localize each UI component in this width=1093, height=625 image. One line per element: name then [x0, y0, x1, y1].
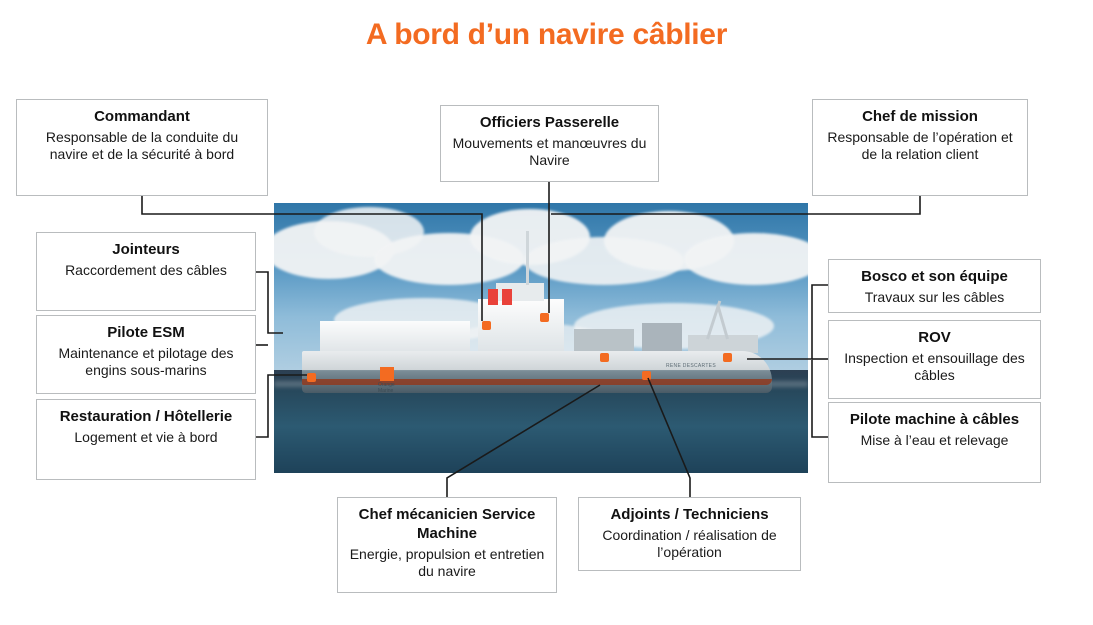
callout-title: ROV [918, 329, 951, 346]
callout-title: Bosco et son équipe [861, 268, 1008, 285]
deck-equipment [574, 329, 634, 353]
callout-title: Pilote ESM [107, 324, 185, 341]
callout-desc: Coordination / réalisation de l’opération [602, 526, 777, 561]
photo-marker-officiers [540, 313, 549, 322]
callout-desc: Mise à l’eau et relevage [860, 431, 1009, 448]
callout-pilote-esm[interactable] [36, 315, 256, 394]
callout-pilote-machine-a-cables[interactable] [828, 402, 1041, 483]
callout-title: Adjoints / Techniciens [610, 506, 769, 523]
callout-restauration-hotellerie[interactable] [36, 399, 256, 480]
deck-equipment [642, 323, 682, 353]
ship-name-label: RENE DESCARTES [666, 363, 716, 369]
callout-chef-mecanicien[interactable] [337, 497, 557, 593]
ship-funnel [488, 289, 498, 305]
callout-title: Restauration / Hôtellerie [59, 408, 233, 425]
callout-rov[interactable] [828, 320, 1041, 399]
callout-desc: Mouvements et manœuvres du Navire [452, 134, 647, 169]
callout-desc: Raccordement des câbles [65, 261, 227, 278]
callout-title: Officiers Passerelle [479, 114, 620, 131]
callout-title: Chef de mission [862, 108, 978, 125]
page-title: A bord d’un navire câblier [365, 18, 728, 51]
ship-operator-label: Orange Marine [378, 382, 395, 394]
callout-chef-de-mission[interactable] [812, 99, 1028, 196]
callout-title: Chef mécanicien Service Machine [358, 506, 536, 542]
callout-officiers-passerelle[interactable] [440, 105, 659, 182]
ship-superstructure [320, 321, 470, 353]
callout-desc: Responsable de la conduite du navire et de la sécurité à bord [45, 128, 239, 163]
callout-desc: Maintenance et pilotage des engins sous-marins [58, 344, 234, 379]
orange-logo-icon [380, 367, 394, 381]
callout-jointeurs[interactable] [36, 232, 256, 311]
callout-desc: Responsable de l’opération et de la relation client [827, 128, 1013, 163]
callout-bosco[interactable] [828, 259, 1041, 313]
cable-ship-photo [274, 203, 808, 473]
ship-hull-stripe [302, 379, 772, 385]
photo-marker-adjoints [642, 371, 651, 380]
photo-marker-restauration [307, 373, 316, 382]
photo-marker-commandant [482, 321, 491, 330]
callout-desc: Logement et vie à bord [74, 428, 218, 445]
callout-adjoints-techniciens[interactable] [578, 497, 801, 571]
callout-desc: Travaux sur les câbles [864, 288, 1005, 305]
callout-title: Commandant [94, 108, 190, 125]
ship-funnel [502, 289, 512, 305]
callout-desc: Energie, propulsion et entretien du navire [349, 545, 545, 579]
ship-mast [526, 231, 529, 285]
callout-title: Jointeurs [112, 241, 180, 258]
callout-desc: Inspection et ensouillage des câbles [844, 349, 1025, 384]
ship-hull [302, 351, 772, 393]
photo-marker-mecanicien [600, 353, 609, 362]
callout-commandant[interactable] [16, 99, 268, 196]
photo-marker-bosco [723, 353, 732, 362]
callout-title: Pilote machine à câbles [849, 411, 1020, 428]
